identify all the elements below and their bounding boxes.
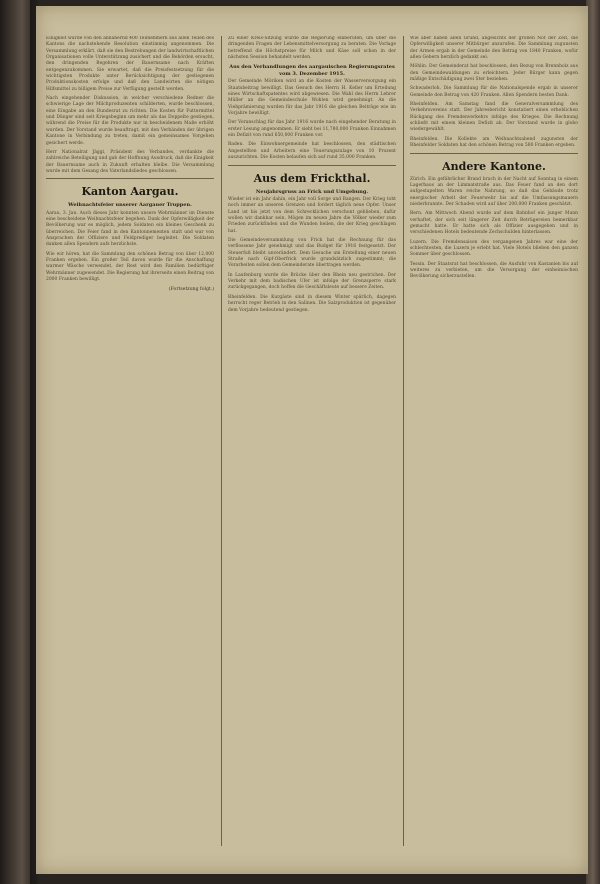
article-paragraph: Baden. Die Einwohnergemeinde hat beschlossen, den städtischen Angestellten und Arbeitern eine Teuerungszulage von 10 Prozent auszurichten. Die Kosten belaufen sich auf rund 35,000 Franken. — [228, 142, 396, 161]
column-2 — [228, 36, 396, 846]
article-paragraph: Der Gemeinde Möriken wird an die Kosten der Wasserversorgung ein Staatsbeitrag bewilligt. Das Gesuch des Herrn H. Keller um Erteilung eines Wirtschaftspatentes wird abgewiesen. Die Wahl des Herrn Lehrer Müller an die Gemeindeschule Wohlen wird genehmigt. An die Viehprämierung wurden für das Jahr 1916 die gleichen Beiträge wie im Vorjahre bewilligt. — [228, 79, 396, 117]
column-divider — [221, 36, 222, 846]
article-paragraph: Wie aber haben allen Grund, angesichts der großen Not der Zeit, die Opferwilligkeit unserer Mitbürger anzurufen. Die Sammlung zugunsten der Armen ergab in der Gemeinde den Betrag von 1840 Franken, wofür allen Gebern herzlich gedankt sei. — [410, 36, 578, 61]
article-paragraph: Bern. Am Mittwoch Abend wurde auf dem Bahnhof ein junger Mann verhaftet, der sich seit längerer Zeit durch Betrügereien bemerkbar gemacht hatte. Er hatte sich als Offizier ausgegeben und in verschiedenen Hotels bedeutende Zechschulden hinterlassen. — [410, 211, 578, 236]
article-paragraph: Der Voranschlag für das Jahr 1916 wurde nach eingehender Beratung in erster Lesung angenommen. Er sieht bei 11,780,000 Franken Einnahmen ein Defizit von rund 650,000 Franken vor. — [228, 120, 396, 139]
article-paragraph: Zu einer Kreis-Sitzung wurde die Regierung einberufen, um über die dringenden Fragen der Lebensmittelversorgung zu beraten. Die Vorlage betreffend die Höchstpreise für Milch und Käse soll schon in der nächsten Session behandelt werden. — [228, 36, 396, 61]
page-edge — [586, 0, 600, 884]
section-rule — [228, 165, 396, 166]
article-paragraph: Die Gemeindeversammlung von Frick hat die Rechnung für das verflossene Jahr genehmigt und das Budget für 1916 festgesetzt. Der Steuerfuß bleibt unverändert. Dem Gesuche um Erstellung einer neuen Straße nach Gipf-Oberfrick wurde grundsätzlich zugestimmt; die Vorarbeiten sollen dem Gemeinderate übertragen werden. — [228, 238, 396, 269]
article-paragraph: Einigkeit wurde von den annähernd 400 Teilnehmern aus allen Teilen des Kantons die nachstehende Resolution einstimmig angenommen. Die Versammlung erklärt, daß sie den Bestrebungen der landwirtschaftlichen Organisationen volle Unterstützung zusichert und die Behörden ersucht, den dringenden Begehren der Bauernsame nach Kräften entgegenzukommen. Sie erwartet, daß die Preisfestsetzung für die wichtigsten Produkte unter Berücksichtigung der gestiegenen Produktionskosten erfolge und daß den Landwirten die nötigen Hilfsmittel zu billigem Preise zur Verfügung gestellt werden. — [46, 36, 214, 92]
article-paragraph: Wie wir hören, hat die Sammlung den schönen Betrag von über 12,000 Franken ergeben. Ein großer Teil davon wurde für die Anschaffung warmer Wäsche verwendet, der Rest wird den Familien bedürftiger Wehrmänner zugewendet. Die Regierung hat ihrerseits einen Beitrag von 2000 Franken bewilligt. — [46, 251, 214, 283]
article-paragraph: Tessin. Der Staatsrat hat beschlossen, die Ausfuhr von Kastanien bis auf weiteres zu verbieten, um die Versorgung der einheimischen Bevölkerung sicherzustellen. — [410, 261, 578, 280]
newspaper-page — [36, 6, 588, 874]
article-paragraph: Aarau, 3. Jan. Auch dieses Jahr konnten unsere Wehrmänner im Dienste eine bescheidene Weihnachtsfeier begehen. Dank der Opferwilligkeit der Bevölkerung war es möglich, jedem Soldaten ein kleines Geschenk zu überreichen. Die Feier fand in den Kantonnementen statt und war von Ansprachen der Offiziere und Feldprediger begleitet. Die Soldaten danken allen Spendern aufs herzlichste. — [46, 210, 214, 248]
article-paragraph: Rheinfelden. Die Kollekte am Weihnachtsabend zugunsten der Rheinfelder Soldaten hat den schönen Betrag von 580 Franken ergeben. — [410, 136, 578, 149]
text-columns — [46, 36, 578, 846]
article-title: Weihnachtsfeier unserer Aargauer Truppen. — [68, 202, 192, 209]
article-paragraph: Wieder ist ein Jahr dahin, ein Jahr voll Sorge und Bangen. Der Krieg tobt noch immer an unseren Grenzen und fordert täglich neue Opfer. Unser Land ist bis jetzt von dem Schrecklichen verschont geblieben, dafür wollen wir dankbar sein. Mögen im neuen Jahre die Völker wieder zum Frieden zurückfinden und die Wunden heilen, die der Krieg geschlagen hat. — [228, 197, 396, 234]
article-paragraph: Rheinfelden. Die Kurgäste sind in diesem Winter spärlich, dagegen herrscht reger Betrieb in den Salinen. Die Salzproduktion ist gegenüber dem Vorjahre bedeutend gestiegen. — [228, 294, 396, 313]
article-paragraph: Möhlin. Der Gemeinderat hat beschlossen, den Bezug von Brennholz aus den Gemeindewaldungen zu erleichtern. Jeder Bürger kann gegen mäßige Entschädigung zwei Ster beziehen. — [410, 64, 578, 83]
article-paragraph: In Laufenburg wurde die Brücke über den Rhein neu gestrichen. Der Verkehr mit dem badischen Ufer ist infolge der Grenzsperre stark zurückgegangen, doch hoffen die Geschäftsleute auf bessere Zeiten. — [228, 272, 396, 291]
section-rule — [46, 178, 214, 179]
article-title: Aus den Verhandlungen des aargauischen Regierungsrates vom 3. Dezember 1915. — [229, 64, 395, 77]
section-heading: Kanton Aargau. — [81, 185, 179, 199]
section-heading: Andere Kantone. — [442, 159, 546, 173]
section-rule — [410, 153, 578, 154]
column-3 — [410, 36, 578, 846]
article-paragraph: Luzern. Die Fremdensaison des vergangenen Jahres war eine der schlechtesten, die Luzern je erlebt hat. Viele Hotels blieben den ganzen Sommer über geschlossen. — [410, 239, 578, 258]
continuation-note: (Fortsetzung folgt.) — [168, 286, 214, 292]
article-title: Neujahrsgruss an Frick und Umgebung. — [255, 188, 369, 195]
article-paragraph: Zürich. Ein gefährlicher Brand brach in der Nacht auf Sonntag in einem Lagerhaus an der Limmatstraße aus. Das Feuer fand an den dort aufgestapelten Waren reiche Nahrung, so daß das Gebäude trotz energischer Arbeit der Feuerwehr bis auf die Umfassungsmauern niederbrannte. Der Schaden wird auf über 200,000 Franken geschätzt. — [410, 176, 578, 207]
article-paragraph: Herr Nationalrat Jäggi, Präsident des Verbandes, verdankte die zahlreiche Beteiligung und gab der Hoffnung Ausdruck, daß die Einigkeit der Bauernsame auch in Zukunft erhalten bleibe. Die Versammlung wurde mit dem Gesang des Vaterlandsliedes geschlossen. — [46, 149, 214, 174]
article-paragraph: Nach eingehender Diskussion, in welcher verschiedene Redner die schwierige Lage der Milchproduzenten schilderten, wurde beschlossen, eine Eingabe an den Bundesrat zu richten. Die Kosten für Futtermittel und Dünger sind seit Kriegsbeginn um mehr als das Doppelte gestiegen, während die Preise für die Produkte nur in bescheidenem Maße erhöht wurden. Der Vorstand wurde beauftragt, mit den Verbänden der übrigen Kantone in Verbindung zu treten, damit ein gemeinsames Vorgehen gesichert werde. — [46, 96, 214, 146]
article-paragraph: Rheinfelden. Am Samstag fand die Generalversammlung des Verkehrsvereins statt. Der Jahresbericht konstatiert einen erheblichen Rückgang des Fremdenverkehrs infolge des Krieges. Die Rechnung schließt mit einem kleinen Defizit ab. Der Vorstand wurde in globo wiedergewählt. — [410, 102, 578, 133]
column-divider — [403, 36, 404, 846]
column-1 — [46, 36, 214, 846]
section-heading: Aus dem Frickthal. — [253, 171, 371, 185]
article-paragraph: Schwaderloh. Die Sammlung für die Nationalspende ergab in unserer Gemeinde den Betrag von 420 Franken. Allen Spendern besten Dank. — [410, 86, 578, 98]
